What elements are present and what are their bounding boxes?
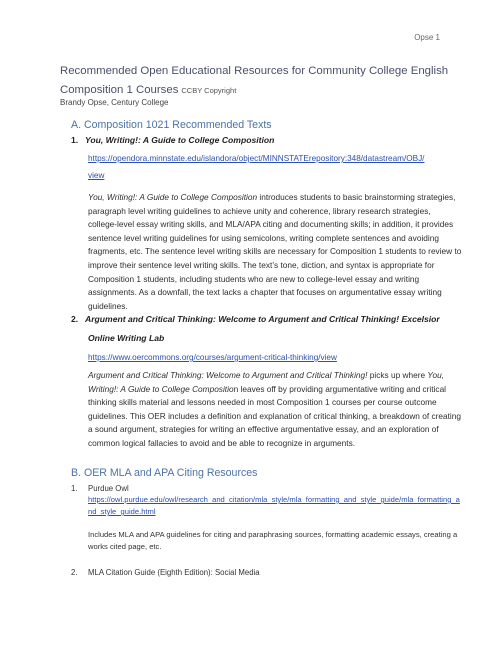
item-a2-title-line1: Argument and Critical Thinking: Welcome to Argument and Critical Thinking! Excelsior	[85, 314, 440, 324]
section-b-heading: B. OER MLA and APA Citing Resources	[71, 467, 258, 479]
item-b1-description: Includes MLA and APA guidelines for citing and paraphrasing sources, formatting academic essays, creating a works cited page, etc.	[88, 530, 458, 551]
item-a2-title	[71, 314, 440, 324]
item-b2-title	[71, 568, 260, 577]
item-a1-title	[71, 135, 274, 145]
item-a2-link[interactable]: https://www.oercommons.org/courses/argument-critical-thinking/view	[88, 353, 337, 362]
item-a2-description	[88, 369, 462, 451]
item-a2-title-line2: Online Writing Lab	[88, 333, 165, 343]
item-a1-link-line1[interactable]: https://opendora.minnstate.edu/islandora/object/MINNSTATErepository:348/datastream/OBJ/	[88, 154, 425, 163]
item-a1-title-text: You, Writing!: A Guide to College Composition	[85, 135, 275, 145]
item-a2-desc-title2: You, Writing!: A Guide to College Compositio	[88, 370, 445, 394]
item-a1-link[interactable]	[88, 150, 424, 184]
item-a1-link-line2[interactable]: view	[88, 171, 105, 180]
item-a2-desc-body: n leaves off by providing argumentative writing and critical thinking skills material and lessons needed in most Composition 1 courses per course outcome guidelines. This OER includes a definition and explanation of critical thinking, a breakdown of creating a sound argument, strategies for writing an effective argumentative essay, and an exploration of common logical fallacies to avoid and be able to recognize in arguments.	[88, 383, 461, 448]
item-a1-desc-title: You, Writing!: A Guide to College Composition	[88, 192, 258, 202]
item-b1-number: 1.	[71, 484, 78, 493]
author-line: Brandy Opse, Century College	[60, 98, 169, 107]
item-a1-description	[88, 191, 462, 313]
item-a2-desc-mid: picks up where	[367, 370, 428, 380]
item-b2-title-text: MLA Citation Guide (Eighth Edition): Social Media	[88, 568, 260, 577]
page-header: Opse 1	[414, 33, 440, 42]
item-a1-desc-body: introduces students to basic brainstorming strategies, paragraph level writing guidelines to achieve unity and coherence, library research strategies, college-level essay writing skills, and MLA/APA citing and documenting skills; in addition, it provides sentence level writing guidelines for using semicolons, writing complete sentences and avoiding fragments, etc. The sentence level writing skills are necessary for Composition 1 students to review to improve their sentence level writing skills. The text’s tone, diction, and syntax is appropriate for Composition 1 students, including students who are new to college-level essay and writing assignments. As a downfall, the text lacks a chapter that focuses on argumentative essay writing guidelines.	[88, 192, 462, 311]
item-a1-number: 1.	[71, 135, 79, 145]
item-a2-number: 2.	[71, 314, 79, 324]
section-a-heading: A. Composition 1021 Recommended Texts	[71, 119, 272, 131]
item-b1-title-text: Purdue Owl	[88, 484, 129, 493]
item-a2-desc-title1: Argument and Critical Thinking: Welcome to Argument and Critical Thinking!	[88, 370, 368, 380]
item-b1-link[interactable]: https://owl.purdue.edu/owl/research_and_citation/mla_style/mla_formatting_and_style_guide/mla_formatting_and_style_guide.html	[88, 495, 460, 516]
item-b2-number: 2.	[71, 568, 78, 577]
document-title	[60, 62, 460, 100]
item-b1-title	[71, 484, 129, 493]
title-text: Recommended Open Educational Resources for Community College English Composition 1 Courses	[60, 65, 449, 96]
copyright-note: CCBY Copyright	[181, 86, 237, 95]
